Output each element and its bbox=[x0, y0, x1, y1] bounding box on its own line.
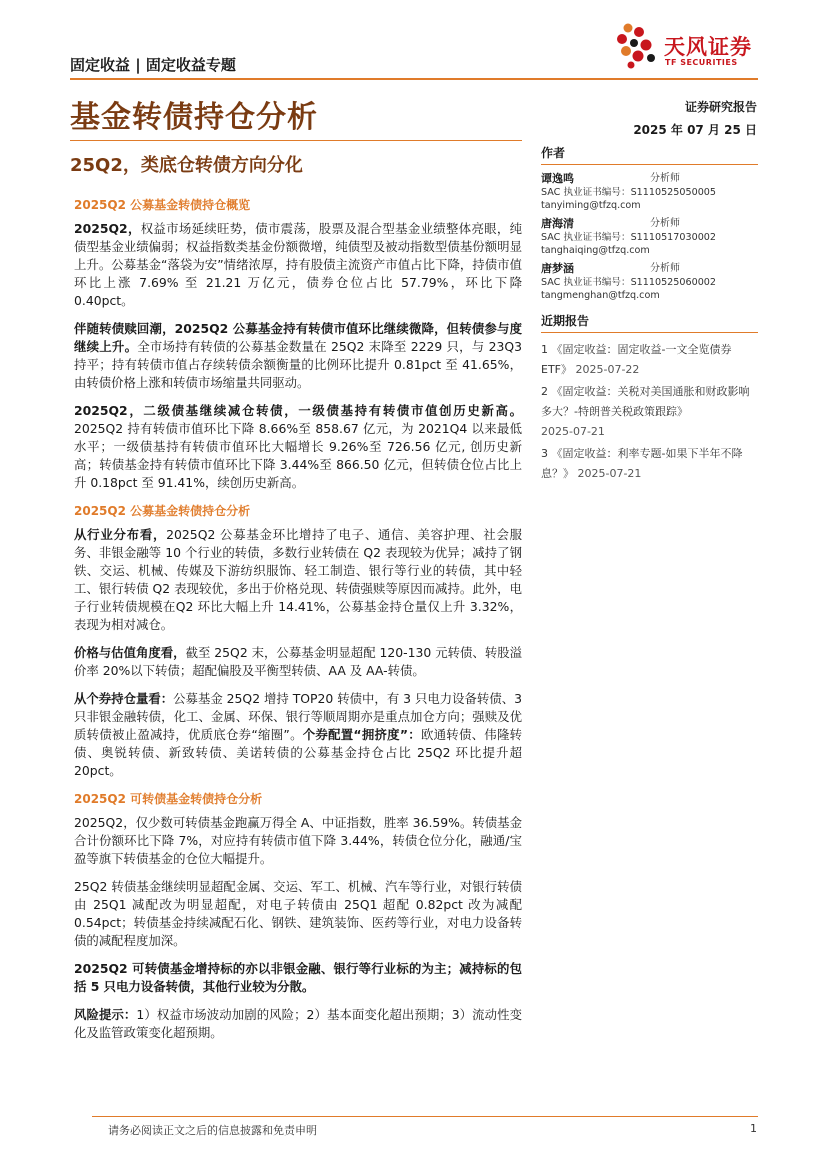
author-cert: SAC 执业证书编号：S1110525050005 bbox=[541, 187, 717, 198]
authors-heading: 作者 bbox=[541, 144, 758, 165]
author-card bbox=[541, 172, 758, 212]
author-role: 分析师 bbox=[650, 263, 680, 274]
main-content bbox=[74, 196, 522, 1052]
report-link-date: 2025-07-22 bbox=[575, 363, 640, 376]
logo-dot bbox=[621, 46, 631, 56]
page-number: 1 bbox=[750, 1122, 757, 1135]
logo-dot bbox=[630, 39, 638, 47]
footer-disclaimer: 请务必阅读正文之后的信息披露和免责申明 bbox=[108, 1124, 317, 1137]
report-subtitle: 25Q2，类底仓转债方向分化 bbox=[70, 155, 303, 176]
logo-dot bbox=[628, 62, 635, 69]
paragraph-text: 2025Q2，仅少数可转债基金跑赢万得全 A、中证指数，胜率 36.59%。转债基金合计份额环比下降 7%，对应持有转债市值下降 3.44%，转债仓位分化，融通/宝盈等旗下转债基金的仓位大幅提升。 bbox=[74, 815, 522, 866]
paragraph-text: 2025Q2 公募基金环比增持了电子、通信、美容护理、社会服务、非银金融等 10 个行业的转债，多数行业转债在 Q2 表现较为优异；减持了钢铁、交运、机械、传媒及下游纺织服饰、轻工制造、银行等行业的转债，其中轻工、银行转债 Q2 表现较优，多出于价格兑现、转债强赎等原因而减持。此外，电子行业转债规模在Q2 环比大幅上升 14.41%，公募基金持仓量仅上升 3.32%，表现为相对减仓。 bbox=[74, 527, 523, 632]
author-cert: SAC 执业证书编号：S1110525060002 bbox=[541, 277, 717, 288]
paragraph bbox=[74, 220, 522, 310]
section-heading: 2025Q2 公募基金转债持仓概览 bbox=[74, 198, 251, 212]
logo-text-en: TF SECURITIES bbox=[665, 58, 738, 67]
header-category: 固定收益 | 固定收益专题 bbox=[70, 56, 236, 74]
paragraph-text: 1）权益市场波动加剧的风险；2）基本面变化超出预期；3）流动性变化及监管政策变化超预期。 bbox=[74, 1007, 522, 1040]
paragraph-lead: 2025Q2， bbox=[74, 221, 141, 236]
author-name: 唐梦涵 bbox=[541, 262, 574, 275]
logo-dot bbox=[633, 51, 644, 62]
report-date: 2025 年 07 月 25 日 bbox=[633, 123, 757, 137]
logo-dot bbox=[617, 34, 627, 44]
author-email[interactable]: tanyiming@tfzq.com bbox=[541, 200, 641, 211]
report-link-title[interactable]: 1 《固定收益：固定收益-一文全览债券 ETF》 bbox=[541, 343, 732, 376]
author-cert: SAC 执业证书编号：S1110517030002 bbox=[541, 232, 717, 243]
author-email[interactable]: tangmenghan@tfzq.com bbox=[541, 290, 660, 301]
footer-divider bbox=[92, 1116, 758, 1117]
logo-dot bbox=[634, 27, 644, 37]
paragraph-lead: 从行业分布看， bbox=[74, 527, 167, 542]
paragraph-lead: 风险提示： bbox=[74, 1007, 137, 1022]
author-role: 分析师 bbox=[650, 173, 680, 184]
report-link-date: 2025-07-21 bbox=[541, 425, 605, 438]
logo-dot bbox=[647, 54, 655, 62]
author-role: 分析师 bbox=[650, 218, 680, 229]
paragraph-text: 全市场持有转债的公募基金数量在 25Q2 末降至 2229 只，与 23Q3 持平；持有转债市值占存续转债余额衡量的比例环比提升 0.81pct 至 41.65%，由转债价格上涨和转债市场缩量共同驱动。 bbox=[74, 339, 522, 390]
paragraph bbox=[74, 960, 522, 996]
paragraph-lead: 伴随转债赎回潮，2025Q2 公募基金持有转债市值环比继续微降，但转债参与度继续上升。 bbox=[74, 321, 522, 354]
author-card bbox=[541, 217, 758, 257]
paragraph bbox=[74, 320, 522, 392]
author-email[interactable]: tanghaiqing@tfzq.com bbox=[541, 245, 650, 256]
paragraph bbox=[74, 402, 522, 492]
paragraph-lead: 个券配置“拥挤度”： bbox=[302, 727, 421, 742]
paragraph-text: 25Q2 转债基金继续明显超配金属、交运、军工、机械、汽车等行业，对银行转债由 25Q1 减配改为明显超配，对电子转债由 25Q1 超配 0.82pct 改为减配 0.54pct；转债基金持续减配石化、钢铁、建筑装饰、医药等行业，对电力设备转债的减配程度加深。 bbox=[74, 879, 522, 948]
paragraph-text: 欧通转债、伟隆转债、奥锐转债、新致转债、美诺转债的公募基金持仓占比 25Q2 环比提升超 20pct。 bbox=[74, 727, 523, 778]
paragraph bbox=[74, 878, 522, 950]
logo-dot bbox=[624, 24, 633, 33]
recent-report-link[interactable] bbox=[541, 382, 758, 442]
paragraph bbox=[74, 814, 522, 868]
paragraph bbox=[74, 526, 522, 634]
header-divider bbox=[70, 78, 758, 80]
paragraph-lead: 价格与估值角度看， bbox=[74, 645, 186, 660]
logo-dot bbox=[641, 40, 652, 51]
recent-report-link[interactable] bbox=[541, 444, 758, 484]
report-title: 基金转债持仓分析 bbox=[70, 100, 318, 135]
section-heading: 2025Q2 公募基金转债持仓分析 bbox=[74, 504, 251, 518]
paragraph-text: 公募基金 25Q2 增持 TOP20 转债中，有 3 只电力设备转债、3 只非银金融转债，化工、金属、环保、银行等顺周期亦是重点加仓方向；强赎及优质转债被止盈减持，优质底仓券“缩圈”。 bbox=[74, 691, 522, 742]
report-link-date: 2025-07-21 bbox=[577, 467, 642, 480]
paragraph-text: 2025Q2 持有转债市值环比下降 8.66%至 858.67 亿元，为 2021Q4 以来最低水平；一级债基持有转债市值环比大幅增长 9.26%至 726.56 亿元, 创历史新高；转债基金持有转债市值环比下降 3.44%至 866.50 亿元，但转债仓位占比上升 0.18pct 至 91.41%，续创历史新高。 bbox=[74, 421, 522, 490]
logo-text-cn: 天风证券 bbox=[664, 35, 752, 59]
author-name: 唐海清 bbox=[541, 217, 574, 230]
section-heading: 2025Q2 可转债基金转债持仓分析 bbox=[74, 792, 263, 806]
author-card bbox=[541, 262, 758, 302]
paragraph-lead: 2025Q2，二级债基继续减仓转债，一级债基持有转债市值创历史新高。 bbox=[74, 403, 522, 418]
paragraph-lead: 从个券持仓量看： bbox=[74, 691, 174, 706]
paragraph-text: 截至 25Q2 末，公募基金明显超配 120-130 元转债、转股溢价率 20%以下转债；超配偏股及平衡型转债、AA 及 AA-转债。 bbox=[74, 645, 523, 678]
paragraph-lead: 2025Q2 可转债基金增持标的亦以非银金融、银行等行业标的为主；减持标的包括 5 只电力设备转债，其他行业较为分散。 bbox=[74, 961, 522, 994]
paragraph bbox=[74, 690, 522, 780]
sidebar bbox=[541, 144, 758, 486]
paragraph bbox=[74, 644, 522, 680]
author-name: 谭逸鸣 bbox=[541, 172, 574, 185]
report-link-title[interactable]: 3 《固定收益：利率专题-如果下半年不降息？》 bbox=[541, 447, 743, 480]
title-divider bbox=[70, 140, 522, 141]
risk-warning bbox=[74, 1006, 522, 1042]
recent-reports-heading: 近期报告 bbox=[541, 312, 758, 333]
paragraph-text: 权益市场延续旺势，债市震荡，股票及混合型基金业绩整体亮眼，纯债型基金业绩偏弱；权益指数类基金份额微增，纯债型及被动指数型债基份额明显上升。公募基金“落袋为安”情绪浓厚，持有股债主流资产市值占比下降，持债市值环比上涨 7.69% 至 21.21 万亿元，债券仓位占比 57.79%，环比下降 0.40pct。 bbox=[74, 221, 523, 308]
report-link-title[interactable]: 2 《固定收益：关税对美国通胀和财政影响多大？-特朗普关税政策跟踪》 bbox=[541, 385, 750, 418]
report-type: 证券研究报告 bbox=[684, 100, 757, 114]
recent-report-link[interactable] bbox=[541, 340, 758, 380]
